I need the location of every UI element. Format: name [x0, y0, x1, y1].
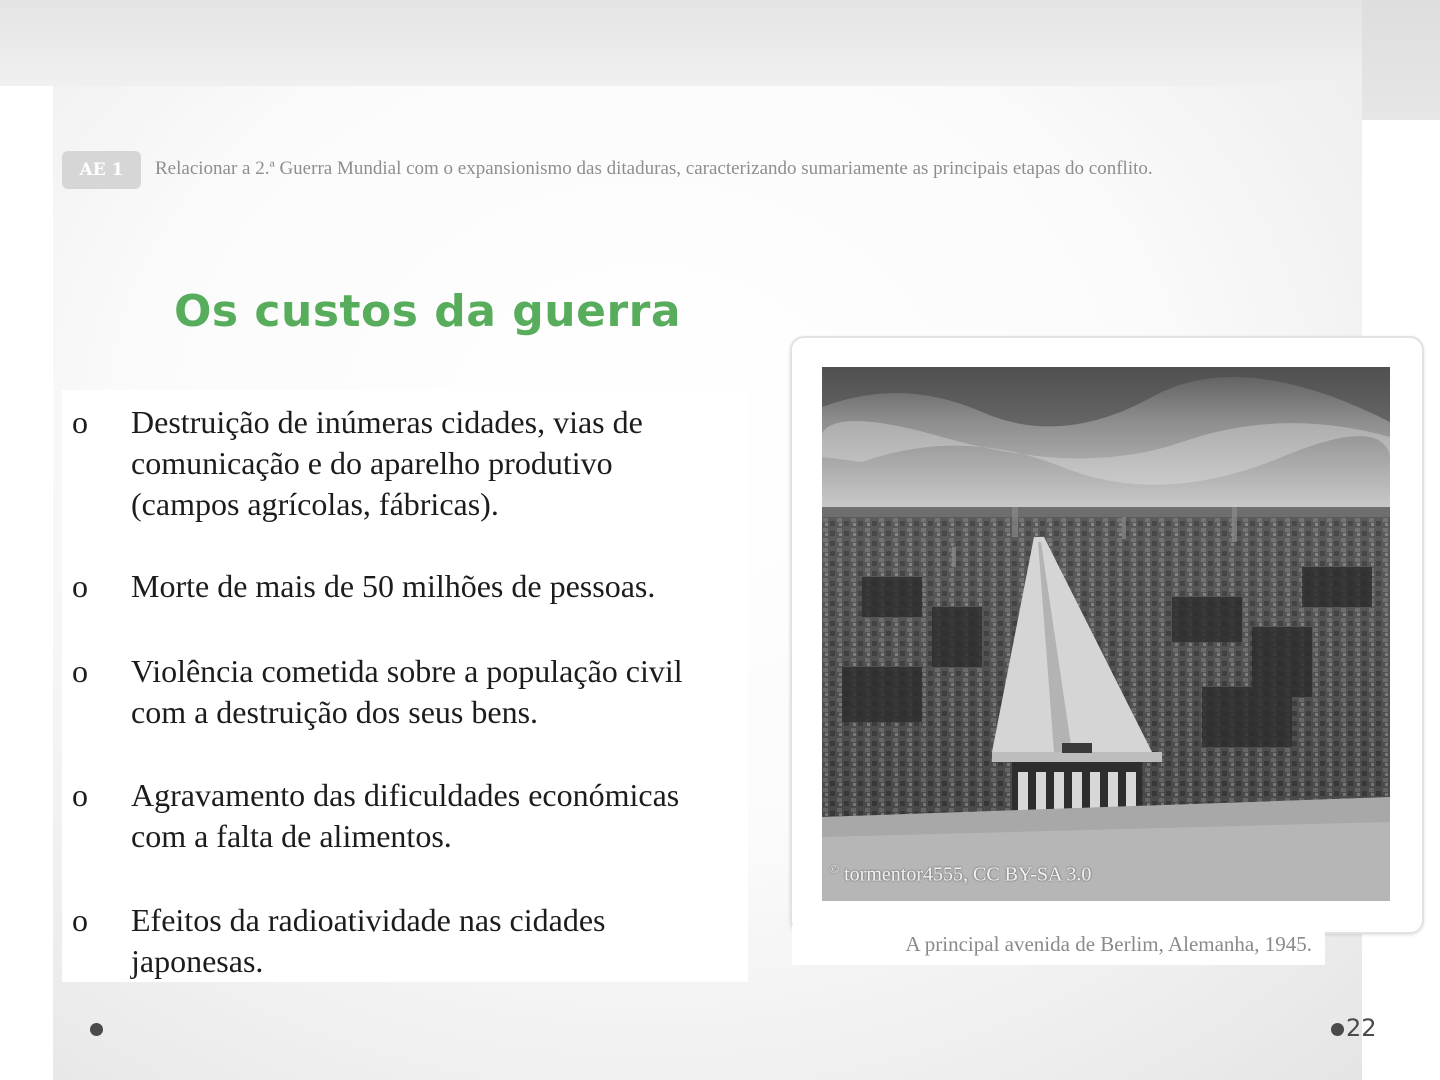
bullet-line: japonesas.	[131, 943, 264, 979]
bullet-line: com a falta de alimentos.	[131, 818, 452, 854]
bullet-line: Morte de mais de 50 milhões de pessoas.	[131, 568, 656, 604]
bullet-marker: o	[72, 653, 88, 689]
decorative-dot	[1331, 1023, 1344, 1036]
bullet-line: com a destruição dos seus bens.	[131, 694, 539, 730]
bullet-marker: o	[72, 902, 88, 938]
top-background-band	[0, 0, 1440, 86]
bullet-line: Destruição de inúmeras cidades, vias de	[131, 404, 643, 440]
photo-credit	[830, 862, 1091, 887]
decorative-dot	[90, 1023, 103, 1036]
bullet-line: Agravamento das dificuldades económicas	[131, 777, 680, 813]
slide-title: Os custos da guerra	[174, 286, 682, 337]
bullet-marker: o	[72, 404, 88, 440]
photo-caption: A principal avenida de Berlim, Alemanha, 1945.	[905, 932, 1312, 956]
bullet-line: (campos agrícolas, fábricas).	[131, 486, 499, 522]
learning-objective: Relacionar a 2.ª Guerra Mundial com o expansionismo das ditaduras, caracterizando sumariamente as principais etapas do conflito.	[155, 158, 1153, 179]
photo-credit-text: tormentor4555, CC BY-SA 3.0	[844, 863, 1092, 886]
bullet-line: comunicação e do aparelho produtivo	[131, 445, 613, 481]
bullet-line: Violência cometida sobre a população civil	[131, 653, 683, 689]
left-margin-strip	[0, 86, 53, 1080]
berlin-ruins-photo	[822, 367, 1390, 901]
top-right-background	[1362, 0, 1440, 120]
ae-badge: AE 1	[62, 151, 141, 189]
bullet-line: Efeitos da radioatividade nas cidades	[131, 902, 606, 938]
bullet-marker: o	[72, 777, 88, 813]
bullet-list	[62, 390, 748, 982]
copyright-icon: ©	[830, 862, 840, 876]
bullet-marker: o	[72, 568, 88, 604]
page-number: 22	[1346, 1014, 1377, 1042]
